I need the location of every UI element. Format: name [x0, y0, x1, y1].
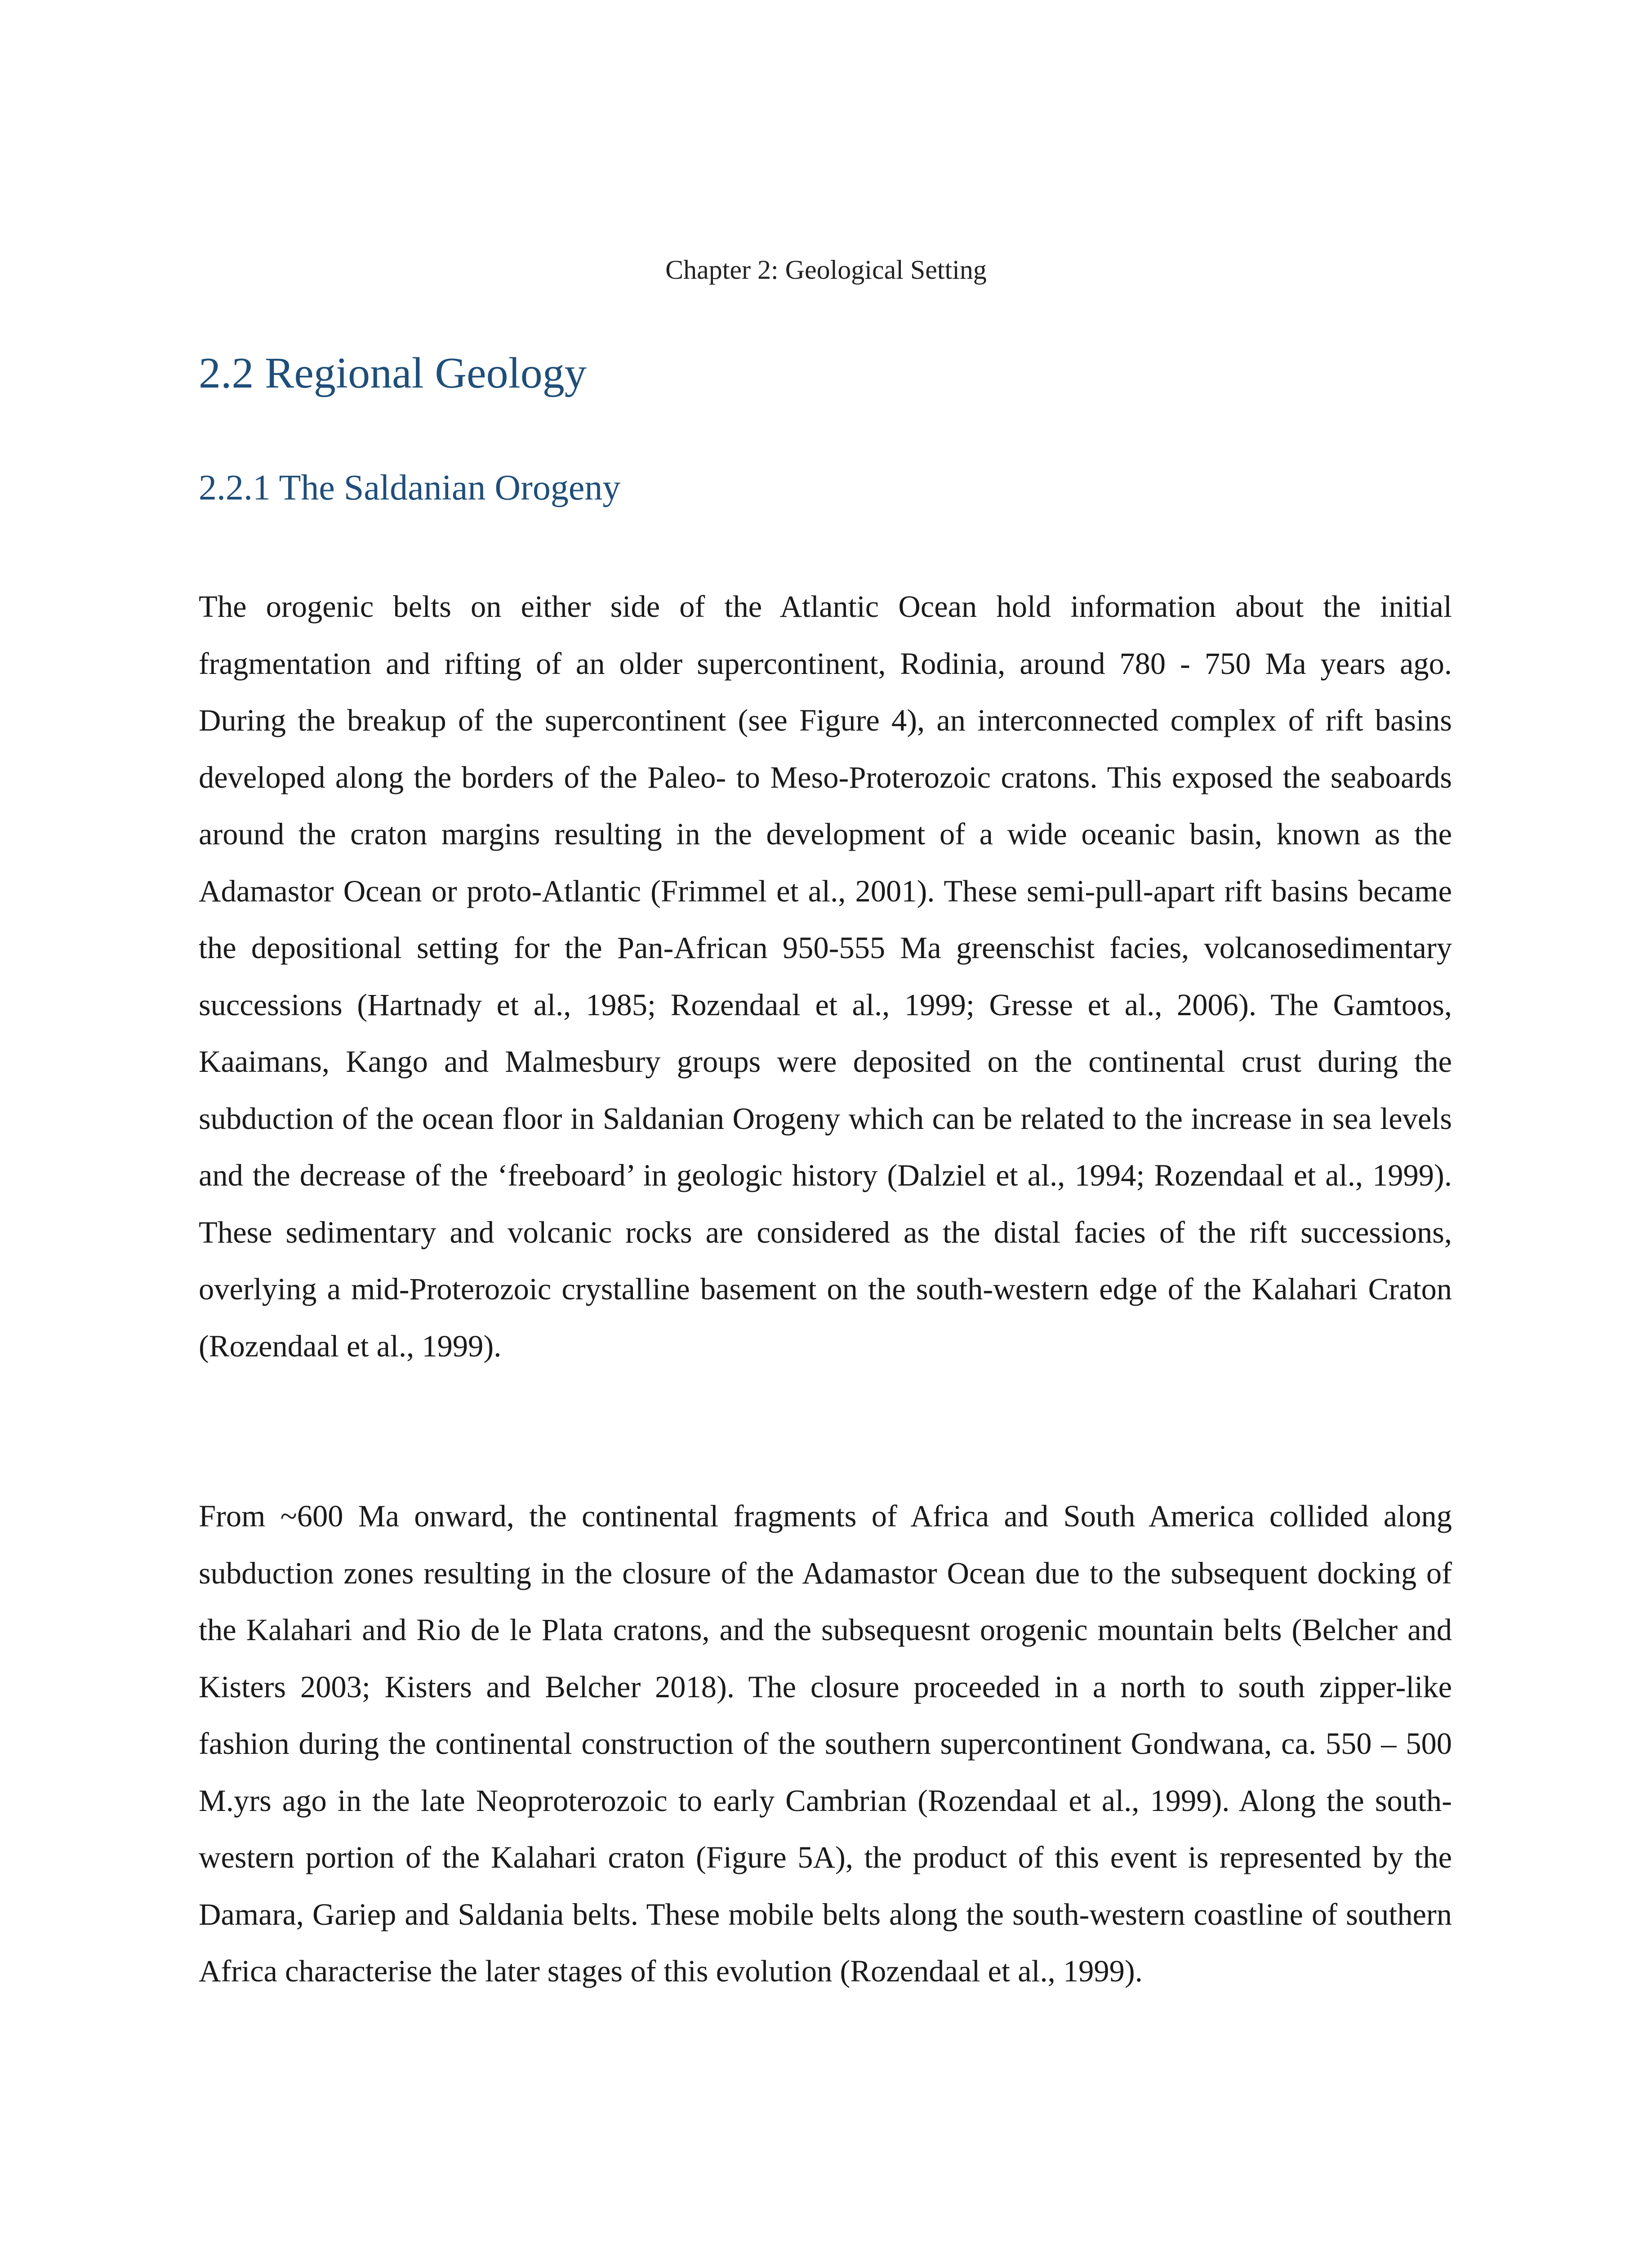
subsection-heading: 2.2.1 The Saldanian Orogeny [199, 468, 621, 508]
section-heading: 2.2 Regional Geology [199, 349, 587, 397]
running-header: Chapter 2: Geological Setting [665, 255, 987, 285]
body-paragraph-1: The orogenic belts on either side of the Atlantic Ocean hold information about the initial fragmentation and rifting of an older supercontinent, Rodinia, around 780 - 750 Ma years ago. During the breakup of the supercontinent (see Figure 4), an interconnected complex of rift basins developed along the borders of the Paleo- to Meso-Proterozoic cratons. This exposed the seaboards around the craton margins resulting in the development of a wide oceanic basin, known as the Adamastor Ocean or proto-Atlantic (Frimmel et al., 2001). These semi-pull-apart rift basins became the depositional setting for the Pan-African 950-555 Ma greenschist facies, volcanosedimentary successions (Hartnady et al., 1985; Rozendaal et al., 1999; Gresse et al., 2006). The Gamtoos, Kaaimans, Kango and Malmesbury groups were deposited on the continental crust during the subduction of the ocean floor in Saldanian Orogeny which can be related to the increase in sea levels and the decrease of the ‘freeboard’ in geologic history (Dalziel et al., 1994; Rozendaal et al., 1999). These sedimentary and volcanic rocks are considered as the distal facies of the rift successions, overlying a mid-Proterozoic crystalline basement on the south-western edge of the Kalahari Craton (Rozendaal et al., 1999). [199, 589, 1452, 1363]
body-paragraph-2: From ~600 Ma onward, the continental fragments of Africa and South America collided along subduction zones resulting in the closure of the Adamastor Ocean due to the subsequent docking of the Kalahari and Rio de le Plata cratons, and the subsequesnt orogenic mountain belts (Belcher and Kisters 2003; Kisters and Belcher 2018). The closure proceeded in a north to south zipper-like fashion during the continental construction of the southern supercontinent Gondwana, ca. 550 – 500 M.yrs ago in the late Neoproterozoic to early Cambrian (Rozendaal et al., 1999). Along the south-western portion of the Kalahari craton (Figure 5A), the product of this event is represented by the Damara, Gariep and Saldania belts. These mobile belts along the south-western coastline of southern Africa characterise the later stages of this evolution (Rozendaal et al., 1999). [199, 1499, 1452, 1988]
